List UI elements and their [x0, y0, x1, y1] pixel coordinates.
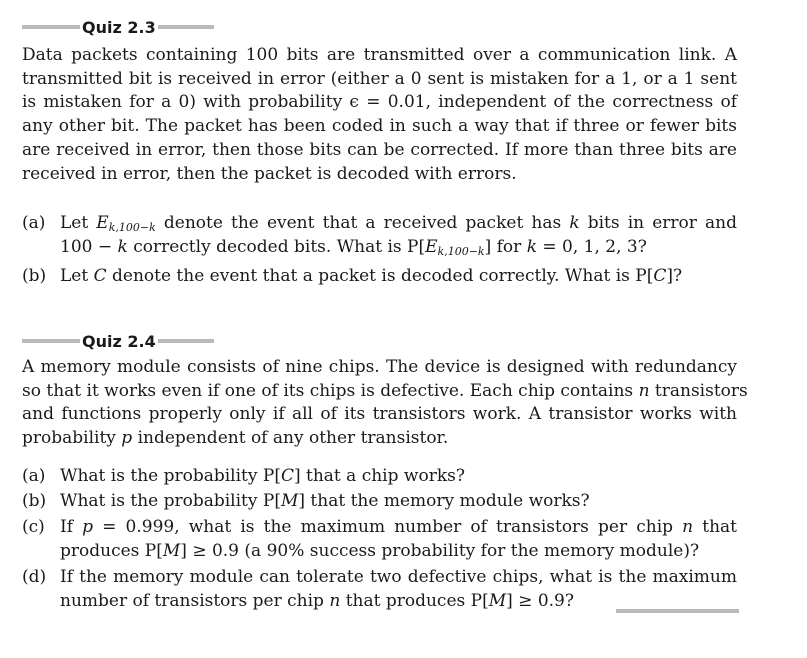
item-line: What is the probability P[C] that a chip works?: [60, 466, 465, 486]
paragraph-line: probability p independent of any other transistor.: [22, 428, 449, 449]
paragraph-line: is mistaken for a 0) with probability ϵ = 0.01, independent of the correctness of: [22, 92, 737, 113]
paragraph-line: transmitted bit is received in error (either a 0 sent is mistaken for a 1, or a 1 sent: [22, 68, 737, 89]
quiz-2-4-title: Quiz 2.4: [82, 331, 156, 351]
paragraph-line: are received in error, then those bits can be corrected. If more than three bits are: [22, 139, 737, 160]
item-line: Let C denote the event that a packet is decoded correctly. What is P[C]?: [60, 266, 683, 286]
item-line: Let $E_{k,100-k}$ denote the event that a received packet has k bits in error and: [60, 213, 737, 234]
item-line: What is the probability P[M] that the memory module works?: [60, 491, 590, 511]
quiz-end-rule: [616, 609, 739, 613]
item-line: If p = 0.999, what is the maximum number of transistors per chip n that: [60, 517, 737, 537]
quiz-2-4-item-a: [22, 465, 737, 489]
paragraph-line: Data packets containing 100 bits are transmitted over a communication link. A: [22, 45, 737, 65]
quiz-2-4-item-c: [22, 516, 737, 563]
item-label: (c): [22, 517, 45, 537]
quiz-2-4-header: [22, 329, 214, 353]
quiz-2-4-item-d: [22, 566, 737, 613]
paragraph-line: A memory module consists of nine chips. The device is designed with redundancy: [22, 357, 737, 377]
paragraph-line: so that it works even if one of its chips is defective. Each chip contains n transistors: [22, 380, 748, 401]
item-line: If the memory module can tolerate two defective chips, what is the maximum: [60, 567, 737, 587]
item-label: (b): [22, 491, 47, 511]
header-rule-left: [22, 25, 80, 29]
item-label: (b): [22, 266, 47, 286]
header-rule-right: [158, 339, 214, 343]
header-rule-left: [22, 339, 80, 343]
item-line: number of transistors per chip n that produces P[M] ≥ 0.9?: [60, 590, 574, 611]
quiz-2-3-paragraph: [22, 44, 737, 186]
item-line: 100 − k correctly decoded bits. What is $P[E_{k,100-k}]$ for k = 0, 1, 2, 3?: [60, 236, 647, 258]
quiz-2-4-paragraph: [22, 356, 748, 451]
item-label: (d): [22, 567, 47, 587]
quiz-2-3-title: Quiz 2.3: [82, 17, 156, 37]
quiz-2-3-item-b: [22, 265, 737, 289]
quiz-2-3-item-a: [22, 212, 737, 259]
paragraph-line: and functions properly only if all of its transistors work. A transistor works with: [22, 404, 737, 425]
item-line: produces P[M] ≥ 0.9 (a 90% success probability for the memory module)?: [60, 540, 700, 561]
paragraph-line: received in error, then the packet is decoded with errors.: [22, 163, 517, 184]
item-label: (a): [22, 213, 46, 233]
item-label: (a): [22, 466, 46, 486]
quiz-2-4-item-b: [22, 490, 737, 514]
paragraph-line: any other bit. The packet has been coded in such a way that if three or fewer bits: [22, 116, 737, 137]
quiz-2-3-header: [22, 15, 214, 39]
header-rule-right: [158, 25, 214, 29]
